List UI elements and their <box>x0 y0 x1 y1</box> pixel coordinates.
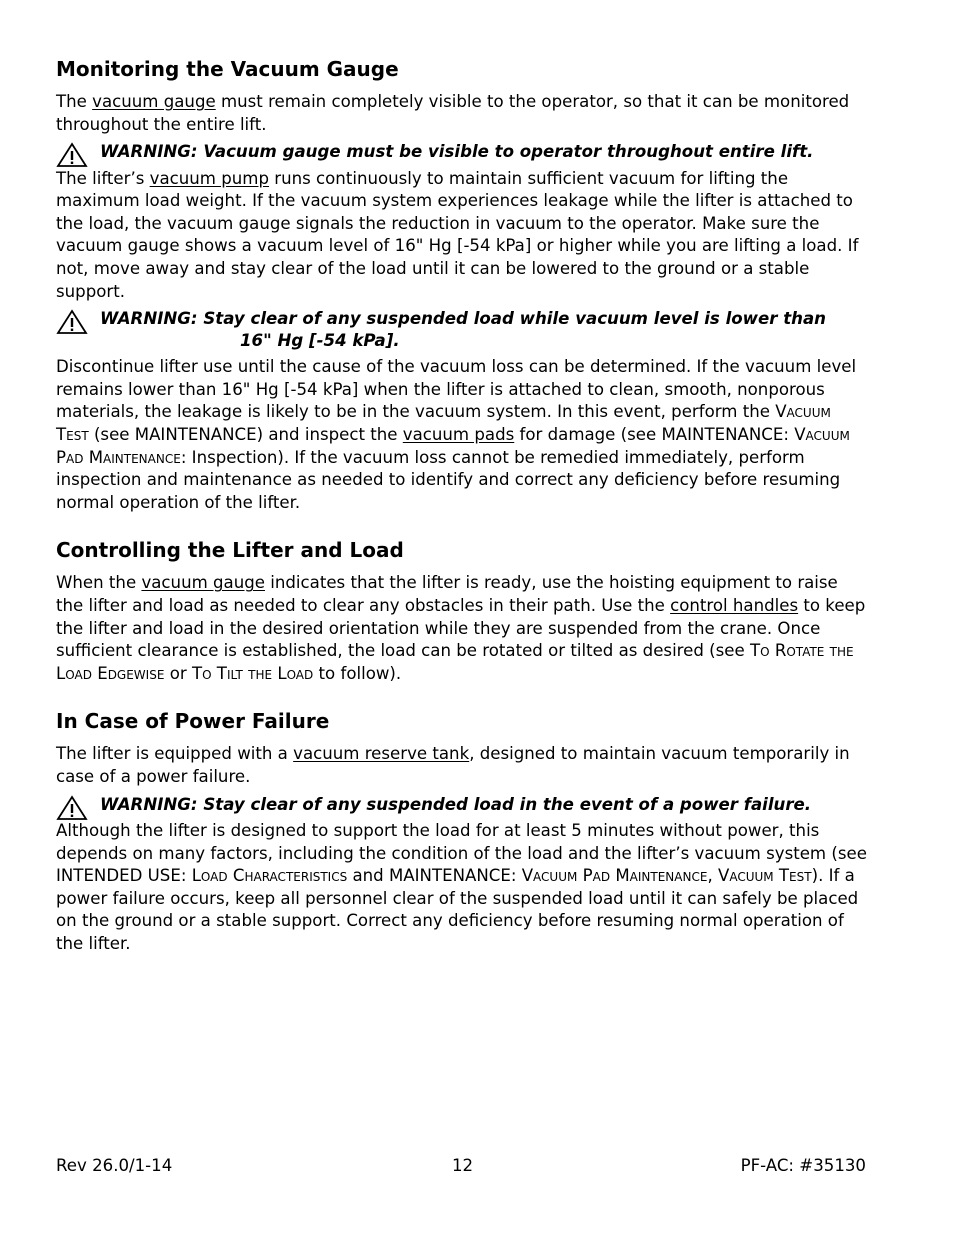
text: and MAINTENANCE: <box>347 866 522 886</box>
term-control-handles: control handles <box>670 596 799 615</box>
warning-block <box>56 308 868 351</box>
warning-text-continued: 16" Hg [-54 kPa]. <box>240 330 400 350</box>
text: must remain completely visible to the operator, so that it can be monitored throughout the entire lift. <box>56 92 850 134</box>
warning-text: WARNING: Stay clear of any suspended load in the event of a power failure. <box>100 794 812 814</box>
ref-rotate-load-edgewise: To Rotate the Load Edgewise <box>56 641 854 683</box>
text: indicates that the lifter is ready, use the hoisting equipment to raise the lifter and load as needed to clear any obstacles in their path. Use the <box>56 573 838 615</box>
revision-label: Rev 26.0/1-14 <box>56 1156 173 1175</box>
ref-load-characteristics: Load Characteristics <box>191 866 348 886</box>
text: The <box>56 92 93 111</box>
paragraph <box>56 91 868 136</box>
document-number: PF-AC: #35130 <box>740 1156 866 1175</box>
ref-tilt-load: To Tilt the Load <box>191 663 314 683</box>
term-vacuum-pump: vacuum pump <box>149 168 269 188</box>
document-page <box>56 56 868 956</box>
term-vacuum-gauge: vacuum gauge <box>141 573 265 593</box>
warning-block <box>56 141 868 163</box>
paragraph <box>56 168 868 304</box>
paragraph <box>56 572 868 685</box>
text: to follow). <box>313 663 402 683</box>
ref-vacuum-test: Vacuum Test <box>718 866 812 886</box>
warning-triangle-icon <box>56 309 88 335</box>
ref-vacuum-pad-maintenance: Vacuum Pad Maintenance <box>56 425 850 467</box>
warning-block <box>56 794 868 816</box>
term-vacuum-reserve-tank: vacuum reserve tank <box>293 744 470 764</box>
text: When the <box>56 573 142 593</box>
text: Discontinue lifter use until the cause of the vacuum loss can be determined. If the vacuum level remains lower than 16" Hg [-54 kPa] when the lifter is attached to clean, smooth, nonporous materials, the leakage is likely to be in the vacuum system. In this event, perform the <box>56 357 857 422</box>
text: , designed to maintain vacuum temporarily in case of a power failure. <box>56 744 850 786</box>
heading-controlling-lifter-load: Controlling the Lifter and Load <box>56 538 404 563</box>
page-footer <box>56 1156 866 1180</box>
warning-triangle-icon <box>56 142 88 168</box>
warning-text: WARNING: Vacuum gauge must be visible to operator throughout entire lift. <box>100 142 814 162</box>
warning-text: WARNING: Stay clear of any suspended load while vacuum level is lower than <box>100 309 826 329</box>
paragraph <box>56 356 868 514</box>
ref-vacuum-test: Vacuum Test <box>56 402 831 445</box>
text: to keep the lifter and load in the desired orientation while they are suspended from the crane. Once sufficient clearance is established, the load can be rotated or tilted as desired (see <box>56 596 866 661</box>
text: runs continuously to maintain sufficient vacuum for lifting the maximum load weight. If the vacuum system experiences leakage while the lifter is attached to the load, the vacuum gauge signals the reduction in vacuum to the operator. Make sure the vacuum gauge shows a vacuum level of 16" Hg [-54 kPa] or higher while you are lifting a load. If not, move away and stay clear of the load until it can be lowered to the ground or a stable support. <box>56 168 859 301</box>
page-number: 12 <box>452 1156 474 1175</box>
text: : Inspection). If the vacuum loss cannot be remedied immediately, perform inspection and maintenance as needed to identify and correct any deficiency before resuming normal operation of the lifter. <box>56 447 841 512</box>
ref-vacuum-pad-maintenance: Vacuum Pad Maintenance <box>521 866 708 886</box>
text: The lifter’s <box>56 168 150 188</box>
text: ). If a power failure occurs, keep all personnel clear of the suspended load until it can safely be placed on the ground or a stable support. Correct any deficiency before resuming normal operation of the lifter. <box>56 866 859 954</box>
heading-monitoring-vacuum-gauge: Monitoring the Vacuum Gauge <box>56 57 399 81</box>
term-vacuum-pads: vacuum pads <box>402 425 515 445</box>
warning-triangle-icon <box>56 795 88 821</box>
paragraph <box>56 820 868 956</box>
text: for damage (see MAINTENANCE: <box>514 425 795 445</box>
text: (see MAINTENANCE) and inspect the <box>88 425 403 445</box>
paragraph <box>56 743 868 788</box>
heading-power-failure: In Case of Power Failure <box>56 709 330 734</box>
text: Although the lifter is designed to support the load for at least 5 minutes without power, this depends on many factors, including the condition of the load and the lifter’s vacuum system (see INTENDED USE: <box>56 821 867 886</box>
text: The lifter is equipped with a <box>56 744 294 764</box>
text: , <box>707 866 718 886</box>
term-vacuum-gauge: vacuum gauge <box>92 92 216 111</box>
text: or <box>164 663 192 683</box>
